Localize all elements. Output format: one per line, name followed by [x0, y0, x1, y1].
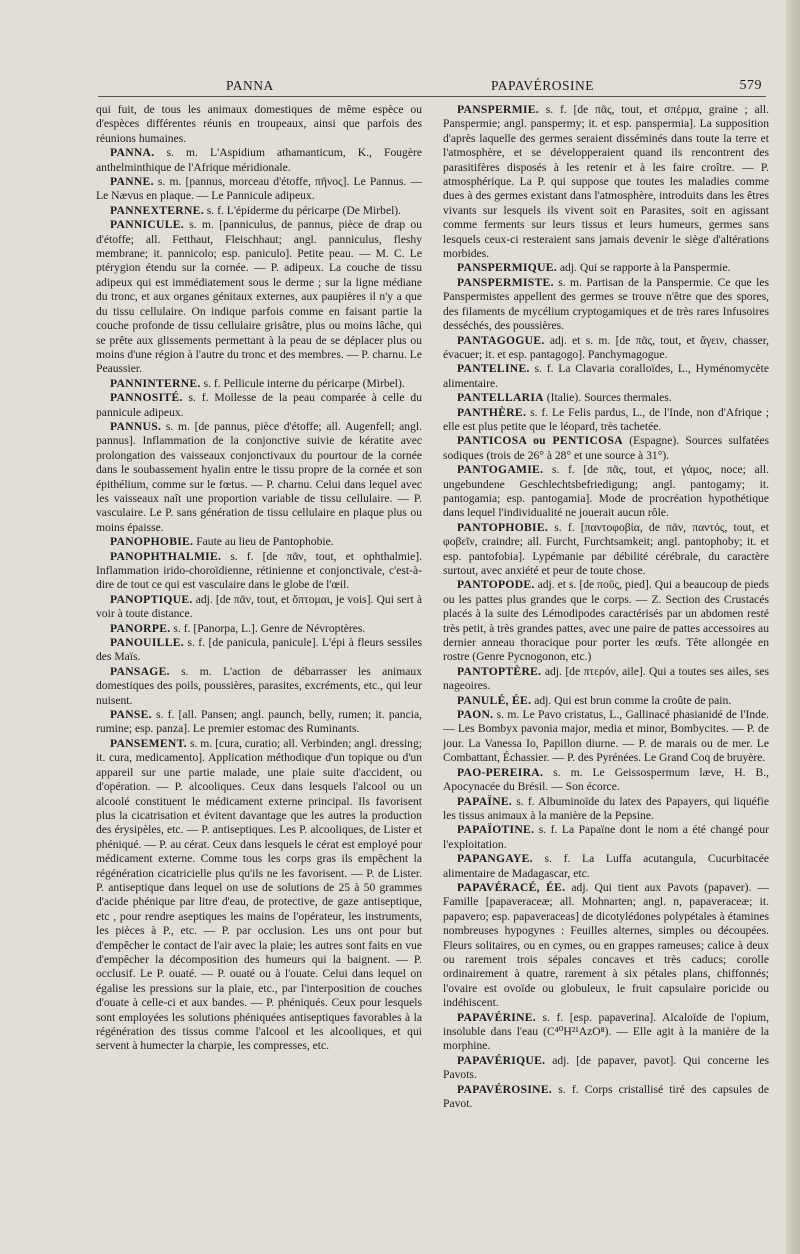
- dictionary-entry: [96, 175, 422, 204]
- dictionary-entry: [443, 1054, 769, 1083]
- page-number: 579: [739, 78, 762, 93]
- dictionary-entry: [443, 334, 769, 363]
- entry-definition: s. f. [de πᾶς, tout, et γάμος, noce; all. ungebundene Geschlechtsbefriedigung; angl. pantogamy; it. pantogamia; esp. pantogamia]. Mode de procréation hypothétique dans lequel l'individualité ne jouerait aucun rôle.: [443, 463, 769, 520]
- dictionary-entry: [96, 103, 422, 146]
- entry-definition: s. f. La Clavaria coralloïdes, L., Hyménomycète alimentaire.: [443, 362, 769, 390]
- entry-definition: s. f. [de πᾶν, tout, et ophthalmie]. Inflammation irido-choroïdienne, rétinienne et conjonctivale, c'est-à-dire de tout ce qui est vasculaire dans le globe de l'œil.: [96, 549, 422, 592]
- entry-definition: adj. et s. [de ποῦς, pied]. Qui a beaucoup de pieds ou les pattes plus grandes que le corps. — Z. Section des Crustacés placés à la suite des Lémodipodes caractérisés par un abdomen resté très petit, à très grandes pattes, avec une paire de pattes accessoires au dernier anneau thoracique pour porter les œufs. Tête allongée en rostre (Genre Pycnogonon, etc.): [443, 578, 769, 664]
- entry-definition: adj. et s. m. [de πᾶς, tout, et ἄγειν, chasser, évacuer; it. et esp. pantagogo]. Panchymagogue.: [443, 333, 769, 361]
- dictionary-entry: [96, 377, 422, 391]
- dictionary-entry: [443, 1083, 769, 1112]
- entry-headword: PANULÉ, ÉE.: [457, 693, 532, 707]
- entry-headword: PANNEXTERNE.: [110, 203, 204, 217]
- dictionary-entry: [96, 146, 422, 175]
- header-last-entry: PAPAVÉROSINE: [491, 78, 595, 93]
- entry-definition: s. m. Le Pavo cristatus, L., Gallinacé phasianidé de l'Inde. — Les Bombyx pavonia major, media et minor, Bombycites. — P. de jour. La Vanessa Io, Papillon diurne. — P. de marais ou de mer. Le Combattant, Échassier. — P. des Pyrénées. Le Grand Coq de bruyère.: [443, 708, 769, 765]
- dictionary-entry: [443, 665, 769, 694]
- entry-definition: s. f. La Papaïne dont le nom a été changé pour l'exploitation.: [443, 823, 769, 851]
- dictionary-entry: [443, 823, 769, 852]
- dictionary-entry: [96, 391, 422, 420]
- entry-headword: PANTOPODE.: [457, 578, 535, 592]
- header-rule: [98, 96, 766, 97]
- left-column: [96, 103, 422, 1193]
- entry-headword: PANNA.: [110, 146, 155, 160]
- dictionary-entry: [443, 1011, 769, 1054]
- entry-headword: PANOPHOBIE.: [110, 535, 194, 549]
- entry-definition: adj. Qui est brun comme la croûte de pain.: [534, 693, 732, 707]
- dictionary-entry: [96, 204, 422, 218]
- entry-headword: PANNOSITÉ.: [110, 391, 183, 405]
- entry-definition: (Italie). Sources thermales.: [546, 391, 672, 405]
- entry-headword: PANTOPTÈRE.: [457, 664, 542, 678]
- entry-definition: (Espagne). Sources sulfatées sodiques (trois de 26° à 28° et une source à 31°).: [443, 434, 769, 462]
- entry-definition: s. f. Albuminoïde du latex des Papayers, qui liquéfie les tissus animaux à la manière de la Pepsine.: [443, 794, 769, 822]
- entry-headword: PAPAVÉRIQUE.: [457, 1053, 546, 1067]
- entry-headword: PANSEMENT.: [110, 736, 187, 750]
- dictionary-entry: [96, 636, 422, 665]
- entry-headword: PAPAVÉRINE.: [457, 1010, 536, 1024]
- entry-headword: PANNINTERNE.: [110, 376, 201, 390]
- entry-headword: PAON.: [457, 708, 494, 722]
- entry-headword: PAPAVÉRACÉ, ÉE.: [457, 880, 566, 894]
- entry-definition: s. m. L'Aspidium athamanticum, K., Fougère anthelminthique de l'Afrique méridionale.: [96, 146, 422, 174]
- dictionary-entry: [443, 795, 769, 824]
- dictionary-entry: [443, 708, 769, 766]
- entry-definition: s. m. Partisan de la Panspermie. Ce que les Panspermistes appellent des germes se trouve n'être que des spores, des filaments de mycélium cryptogamiques et de très rares Infusoires desséchés, des poussières.: [443, 275, 769, 333]
- entry-definition: Faute au lieu de Pantophobie.: [196, 535, 334, 549]
- page-spine-shadow: [786, 0, 800, 1254]
- entry-definition: s. f. [de πᾶς, tout, et σπέρμα, graine ; all. Panspermie; angl. panspermy; it. et esp. panspermia]. La supposition d'après laquelle des germes seraient disséminés dans toute la terre et l'atmosphère, et se développeraient quand ils rencontrent des parasitifères disposés à les retenir et à les faire croître. — P. atmosphérique. La P. qui suppose que toutes les maladies comme dues à des germes existant dans l'atmosphère, introduits dans les êtres vivants sur lesquels ils vivent soit en Parasites, soit en agissant comme ferments sur leurs tissus et leurs humeurs, germes sans lesquels ceux-ci resteraient sans jamais devenir le siège d'altérations morbides.: [443, 103, 769, 261]
- entry-headword: PANNUS.: [110, 419, 162, 433]
- dictionary-entry: [96, 535, 422, 549]
- entry-definition: adj. [de papaver, pavot]. Qui concerne les Pavots.: [443, 1053, 769, 1082]
- entry-definition: s. f. [de panicula, panicule]. L'épi à fleurs sessiles des Maïs.: [96, 636, 422, 664]
- dictionary-entry: [443, 261, 769, 275]
- entry-headword: PANOPTIQUE.: [110, 592, 193, 606]
- entry-definition: s. f. [esp. papaverina]. Alcaloïde de l'opium, insoluble dans l'eau (C⁴⁰H²¹AzO⁸). — Elle agit à la manière de la morphine.: [443, 1010, 769, 1053]
- right-column: [443, 103, 769, 1193]
- entry-definition: s. f. L'épiderme du péricarpe (De Mirbel).: [206, 203, 402, 217]
- dictionary-entry: [96, 737, 422, 1054]
- entry-definition: s. m. [de pannus, pièce d'étoffe; all. Augenfell; angl. pannus]. Inflammation de la conjonctive suivie de kératite avec prolongation des vaisseaux conjonctivaux du pourtour de la cornée dans le soubassement hyalin entre le tissu propre de la cornée et son épithélium, comme sur le fœtus. — P. charnu. Celui dans lequel avec les vaisseaux naît une proportion variable de tissu cellulaire. — P. vasculaire. Le P. sans génération de tissu cellulaire en plaque plus ou moins épaisse.: [96, 419, 422, 534]
- entry-headword: PANNE.: [110, 175, 154, 189]
- dictionary-entry: [443, 463, 769, 521]
- dictionary-entry: [96, 420, 422, 535]
- dictionary-entry: [443, 362, 769, 391]
- entry-headword: PANORPE.: [110, 621, 171, 635]
- entry-definition: qui fuit, de tous les animaux domestiques de même espèce ou d'espèces différentes réunis en troupeaux, ainsi que parfois des réunions humaines.: [96, 103, 422, 145]
- dictionary-entry: [96, 665, 422, 708]
- entry-headword: PAO-PEREIRA.: [457, 765, 544, 779]
- entry-headword: PANSPERMIQUE.: [457, 261, 557, 275]
- entry-headword: PANSAGE.: [110, 664, 170, 678]
- entry-definition: s. f. Mollesse de la peau comparée à celle du pannicule adipeux.: [96, 391, 422, 419]
- dictionary-entry: [443, 694, 769, 708]
- entry-definition: adj. [de πᾶν, tout, et ὄπτομαι, je vois]. Qui sert à voir à toute distance.: [96, 592, 422, 621]
- dictionary-entry: [443, 434, 769, 463]
- dictionary-entry: [96, 708, 422, 737]
- entry-definition: s. f. [Panorpa, L.]. Genre de Névroptères.: [173, 621, 366, 635]
- entry-definition: s. f. Corps cristallisé tiré des capsules de Pavot.: [443, 1082, 769, 1111]
- entry-headword: PANOPHTHALMIE.: [110, 549, 222, 563]
- entry-definition: s. f. [all. Pansen; angl. paunch, belly, rumen; it. pancia, rumine; esp. panza]. Le premier estomac des Ruminants.: [96, 708, 422, 736]
- entry-definition: s. m. [cura, curatio; all. Verbinden; angl. dressing; it. cura, medicamento]. Application méthodique d'un topique ou d'un appareil sur une partie malade, une plaie suite d'accident, ou d'opération. — P. alcooliques. Ceux dans lesquels l'alcool ou un alcoolé constituent le médicament externe principal. Ils favorisent plus la cicatrisation et évitent davantage que les autres la production des érysipèles, etc. — P. antiseptiques. Les P. alcooliques, de Lister et phéniqué. — P. au cérat. Ceux dans lesquels le cérat est employé pour médicament externe. Comme tous les corps gras ils empêchent la régénération cicatricielle plus qu'ils ne les favorisent. — P. de Lister. P. antiseptique dans lequel on use de solutions de 25 à 50 grammes d'acide phénique par litre d'eau, de protective, de gaze antiseptique, etc , pour rendre aseptiques les mains de l'opérateur, les instruments, les pièces à P., etc. — P. par occlusion. Les uns ont pour but d'empêcher le contact de l'air avec la plaie; les autres sont faits en vue d'empêcher la décomposition des humeurs qui la baignent. — P. occlusif. Le P. ouaté. — P. ouaté ou à l'ouate. Celui dans lequel on égalise les pressions sur la plaie, etc., par l'interposition de couches d'ouate à celle-ci et aux bandes. — P. phéniqués. Ceux pour lesquels sont employées les solutions phéniquées antiseptiques favorables à la régénération des tissus comme l'alcool et les alcooliques, et qui servent à humecter la charpie, les compresses, etc.: [96, 736, 422, 1053]
- entry-headword: PAPAÏNE.: [457, 794, 513, 808]
- entry-headword: PAPANGAYE.: [457, 852, 533, 866]
- entry-definition: s. f. Le Felis pardus, L., de l'Inde, non d'Afrique ; elle est plus petite que le léopard, très tachetée.: [443, 405, 769, 433]
- dictionary-entry: [96, 218, 422, 376]
- dictionary-entry: [443, 103, 769, 261]
- entry-headword: PANSPERMISTE.: [457, 275, 554, 289]
- entry-definition: s. m. Le Geissospermum læve, H. B., Apocynacée du Brésil. — Son écorce.: [443, 765, 769, 794]
- dictionary-entry: [96, 550, 422, 593]
- entry-headword: PANTAGOGUE.: [457, 333, 545, 347]
- dictionary-entry: [443, 391, 769, 405]
- dictionary-entry: [443, 406, 769, 435]
- dictionary-entry: [96, 593, 422, 622]
- dictionary-entry: [443, 852, 769, 881]
- entry-definition: adj. Qui se rapporte à la Panspermie.: [559, 261, 731, 275]
- entry-headword: PANSE.: [110, 708, 152, 722]
- dictionary-entry: [443, 521, 769, 579]
- dictionary-entry: [443, 881, 769, 1011]
- entry-headword: PANOUILLE.: [110, 636, 184, 650]
- entry-headword: PANTHÈRE.: [457, 405, 527, 419]
- entry-headword: PANTICOSA ou PENTICOSA: [457, 434, 623, 448]
- dictionary-entry: [443, 766, 769, 795]
- entry-definition: adj. [de πτερόν, aile]. Qui a toutes ses ailes, ses nageoires.: [443, 664, 769, 693]
- dictionary-entry: [443, 578, 769, 664]
- entry-headword: PANTOPHOBIE.: [457, 520, 549, 534]
- entry-headword: PANTELLARIA: [457, 391, 544, 405]
- entry-definition: s. m. L'action de débarrasser les animaux domestiques des poils, poussières, parasites, excréments, etc., qui leur nuisent.: [96, 664, 422, 707]
- entry-headword: PANSPERMIE.: [457, 103, 539, 116]
- running-header: [96, 74, 768, 96]
- dictionary-entry: [96, 622, 422, 636]
- entry-definition: s. f. Pellicule interne du péricarpe (Mirbel).: [203, 376, 405, 390]
- entry-headword: PANNICULE.: [110, 218, 184, 232]
- entry-headword: PAPAÏOTINE.: [457, 823, 535, 837]
- entry-definition: s. m. [pannus, morceau d'étoffe, πῆνος]. Le Pannus. — Le Nævus en plaque. — Le Pannicule adipeux.: [96, 175, 422, 203]
- entry-definition: s. f. La Luffa acutangula, Cucurbitacée alimentaire de Madagascar, etc.: [443, 852, 769, 880]
- header-first-entry: PANNA: [226, 78, 274, 93]
- entry-headword: PANTELINE.: [457, 362, 530, 376]
- entry-definition: s. m. [panniculus, de pannus, pièce de drap ou d'étoffe; all. Fetthaut, Fleischhaut; angl. panniculus, fleshy membrane; it. pannicolo; esp. paniculo]. Petite peau. — M. C. Le ptérygion étendu sur la cornée. — P. adipeux. La couche de tissu adipeux qui est immédiatement sous le derme ; sur la ligne médiane du tronc, et aux organes génitaux externes, aux paupières il n'y a que du tissu cellulaire. On indique parfois comme en faisant partie la couche profonde de tissu cellulaire grisâtre, plus ou moins lâche, qui se prête aux glissements permettant à la peau de se déplacer plus ou moins d'une région à l'autre du tronc et des membres. — P. charnu. Le Peaussier.: [96, 218, 422, 376]
- dictionary-entry: [443, 276, 769, 334]
- entry-headword: PANTOGAMIE.: [457, 463, 544, 477]
- entry-headword: PAPAVÉROSINE.: [457, 1082, 553, 1096]
- entry-definition: adj. Qui tient aux Pavots (papaver). — Famille [papaveraceæ; all. Mohnarten; angl. n, papaveraceæ; it. papavero; esp. papaveraceas] de dicotylédones polypétales à étamines nombreuses hypogynes : Feuilles alternes, simples ou découpées. Fleurs solitaires, ou en cymes, ou en grappes rameuses; calice à deux ou rarement trois sépales concaves et très caducs; corolle ordinairement à quatre, rarement à six pétales plans, chiffonnés; l'ovaire est ovoïde ou globuleux, le fruit capsulaire poricide ou indéhiscent.: [443, 880, 769, 1010]
- entry-definition: s. f. [παντοφοβία, de πᾶν, παντός, tout, et φοβεῖν, craindre; all. Furcht, Furchtsamkeit; angl. pantophoby; it. et esp. pantofobia]. Lypémanie par débilité cérébrale, du caractère surtout, avec anxiété et peur de toute chose.: [443, 520, 769, 577]
